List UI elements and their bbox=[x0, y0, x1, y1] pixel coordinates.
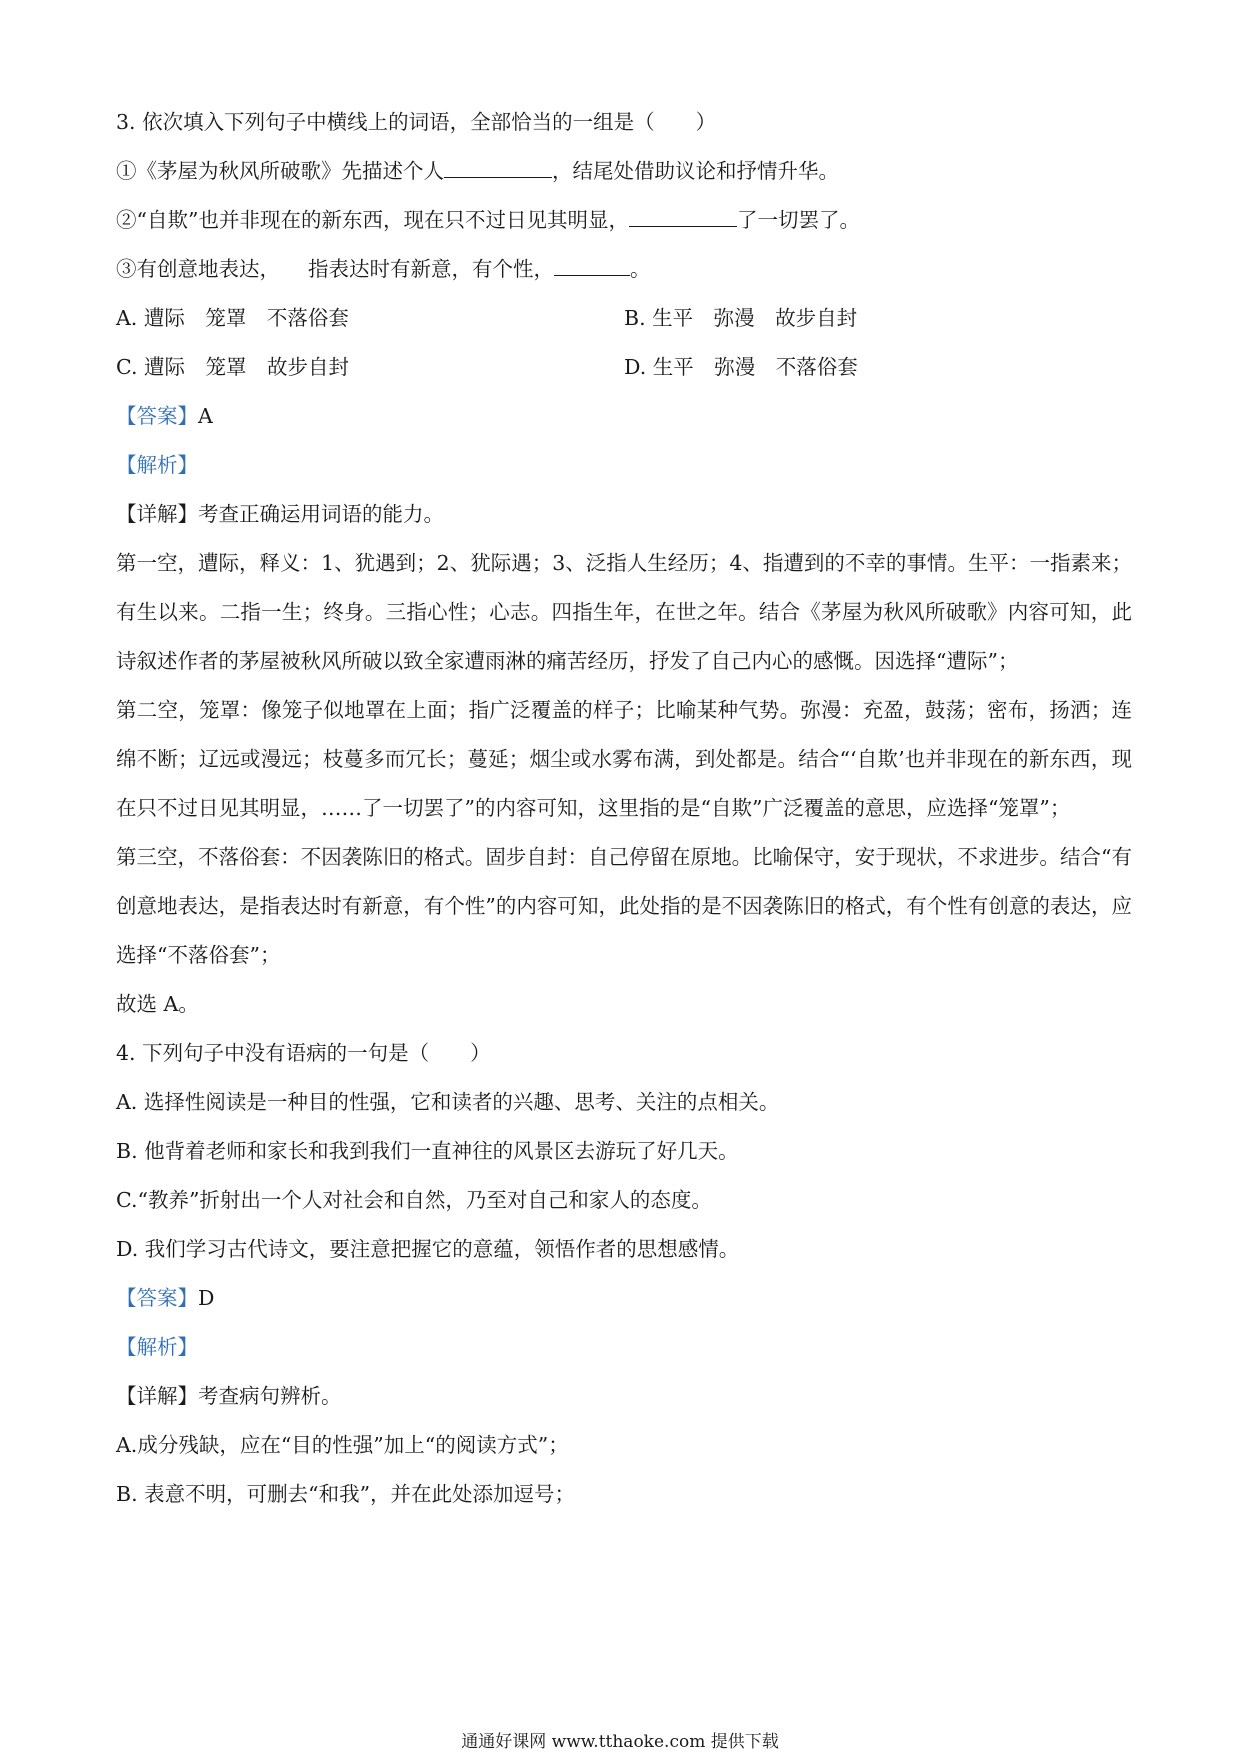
fill-blank-3 bbox=[554, 253, 630, 276]
q3-option-a: A. 遭际 笼罩 不落俗套 bbox=[116, 306, 349, 330]
q3-option-c: C. 遭际 笼罩 故步自封 bbox=[116, 355, 349, 379]
q3-options-row-2 bbox=[116, 343, 1132, 392]
q3-sentence-3 bbox=[116, 245, 1132, 294]
fill-blank-1 bbox=[444, 155, 552, 178]
q3-answer bbox=[116, 392, 1132, 441]
q4-detail: 【详解】考查病句辨析。 bbox=[116, 1384, 342, 1408]
q3-s1-post: ，结尾处借助议论和抒情升华。 bbox=[552, 159, 839, 183]
q3-s2-post: 了一切罢了。 bbox=[736, 208, 860, 232]
page-footer: 通通好课网 www.tthaoke.com 提供下载 bbox=[461, 1732, 779, 1752]
q3-sentence-2 bbox=[116, 196, 1132, 245]
q3-options-row-1 bbox=[116, 294, 1132, 343]
answer-value: D bbox=[198, 1286, 215, 1310]
q4-stem: 4. 下列句子中没有语病的一句是（ ） bbox=[116, 1041, 491, 1065]
q3-option-b: B. 生平 弥漫 故步自封 bbox=[624, 306, 858, 330]
q4-analysis-b: B. 表意不明，可删去“和我”，并在此处添加逗号； bbox=[116, 1482, 576, 1506]
q3-explanation-2: 第二空，笼罩：像笼子似地罩在上面；指广泛覆盖的样子；比喻某种气势。弥漫：充盈，鼓荡；密布，扬洒；连绵不断；辽远或漫远；枝蔓多而冗长；蔓延；烟尘或水雾布满，到处都是。结合“‘自欺’也并非现在的新东西，现在只不过日见其明显，……了一切罢了”的内容可知，这里指的是“自欺”广泛覆盖的意思，应选择“笼罩”； bbox=[116, 698, 1132, 820]
q3-explanation-3: 第三空，不落俗套：不因袭陈旧的格式。固步自封：自己停留在原地。比喻保守，安于现状，不求进步。结合“有创意地表达，是指表达时有新意，有个性”的内容可知，此处指的是不因袭陈旧的格式，有个性有创意的表达，应选择“不落俗套”； bbox=[116, 845, 1132, 967]
q3-s3-post: 。 bbox=[630, 257, 651, 281]
q4-option-c: C.“教养”折射出一个人对社会和自然，乃至对自己和家人的态度。 bbox=[116, 1188, 712, 1212]
q3-sentence-1 bbox=[116, 147, 1132, 196]
q4-option-a: A. 选择性阅读是一种目的性强，它和读者的兴趣、思考、关注的点相关。 bbox=[116, 1090, 780, 1114]
q3-conclusion: 故选 A。 bbox=[116, 992, 199, 1016]
fill-blank-2 bbox=[629, 204, 737, 227]
q3-detail: 【详解】考查正确运用词语的能力。 bbox=[116, 502, 444, 526]
q3-s1-pre: ①《茅屋为秋风所破歌》先描述个人 bbox=[116, 159, 444, 183]
q3-explanation-1: 第一空，遭际，释义：1、犹遇到；2、犹际遇；3、泛指人生经历；4、指遭到的不幸的事情。生平：一指素来；有生以来。二指一生；终身。三指心性；心志。四指生年，在世之年。结合《茅屋为秋风所破歌》内容可知，此诗叙述作者的茅屋被秋风所破以致全家遭雨淋的痛苦经历，抒发了自己内心的感慨。因选择“遭际”； bbox=[116, 551, 1132, 673]
answer-value: A bbox=[198, 404, 213, 428]
q4-answer bbox=[116, 1274, 1132, 1323]
q4-analysis-a: A.成分残缺，应在“目的性强”加上“的阅读方式”； bbox=[116, 1433, 569, 1457]
document-page bbox=[116, 98, 1132, 1519]
q3-stem: 3. 依次填入下列句子中横线上的词语，全部恰当的一组是（ ） bbox=[116, 110, 717, 134]
q3-s2-pre: ②“自欺”也并非现在的新东西，现在只不过日见其明显， bbox=[116, 208, 629, 232]
q4-analysis-tag: 【解析】 bbox=[116, 1335, 198, 1359]
q3-s3-pre: ③有创意地表达， bbox=[116, 257, 280, 281]
answer-tag: 【答案】 bbox=[116, 404, 198, 428]
q3-analysis-tag: 【解析】 bbox=[116, 453, 198, 477]
q3-option-d: D. 生平 弥漫 不落俗套 bbox=[624, 355, 858, 379]
q4-option-b: B. 他背着老师和家长和我到我们一直神往的风景区去游玩了好几天。 bbox=[116, 1139, 739, 1163]
answer-tag: 【答案】 bbox=[116, 1286, 198, 1310]
q4-option-d: D. 我们学习古代诗文，要注意把握它的意蕴，领悟作者的思想感情。 bbox=[116, 1237, 740, 1261]
q3-s3-mid: 指表达时有新意，有个性， bbox=[308, 257, 554, 281]
